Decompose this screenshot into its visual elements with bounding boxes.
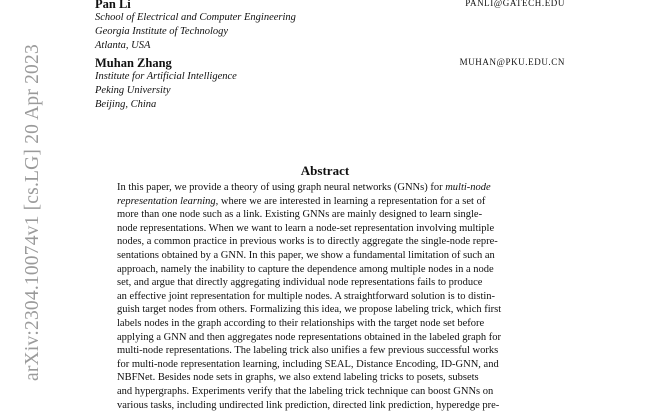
abstract-text-run: sentations obtained by a GNN. In this paper, we show a fundamental limitation of such an (117, 250, 495, 261)
abstract-line (117, 195, 557, 209)
arxiv-identifier-text: arXiv:2304.10074v1 [cs.LG] 20 Apr 2023 (22, 44, 44, 381)
author-name: Pan Li (95, 0, 565, 11)
abstract-line (117, 249, 557, 263)
abstract-line (117, 222, 557, 236)
abstract-text-run: and hypergraphs. Experiments verify that the labeling trick technique can boost GNNs on (117, 386, 493, 397)
author-name: Muhan Zhang (95, 57, 565, 70)
author-block (95, 0, 565, 53)
abstract-line (117, 331, 557, 345)
abstract-text-run: various tasks, including undirected link prediction, directed link prediction, hyperedge pre- (117, 400, 499, 411)
abstract-line (117, 276, 557, 290)
abstract-line (117, 181, 557, 195)
author-email: PANLI@GATECH.EDU (465, 0, 565, 8)
abstract-line (117, 290, 557, 304)
abstract-body (117, 181, 557, 412)
abstract-text-run: node representations. When we want to learn a node-set representation involving multiple (117, 223, 494, 234)
abstract-line (117, 263, 557, 277)
abstract-text-run: an effective joint representation for multiple nodes. A straightforward solution is to distin- (117, 291, 495, 302)
author-location: Beijing, China (95, 98, 565, 112)
abstract-line (117, 371, 557, 385)
abstract-line (117, 358, 557, 372)
author-location: Atlanta, USA (95, 39, 565, 53)
abstract-line (117, 385, 557, 399)
abstract-line (117, 399, 557, 412)
abstract-line (117, 235, 557, 249)
abstract-text-run: approach, namely the inability to capture the dependence among multiple nodes in a node (117, 264, 494, 275)
abstract-text-run: more than one node such as a link. Existing GNNs are mainly designed to learn single- (117, 209, 482, 220)
arxiv-identifier-stamp (22, 0, 44, 400)
abstract-text-run: nodes, a common practice in previous works is to directly aggregate the single-node repre- (117, 236, 498, 247)
author-institution: Georgia Institute of Technology (95, 25, 565, 39)
author-department: Institute for Artificial Intelligence (95, 70, 565, 84)
abstract-text-run: multi-node (445, 182, 491, 193)
abstract-text-run: representation learning, (117, 196, 218, 207)
abstract-line (117, 344, 557, 358)
abstract-text-run: NBFNet. Besides node sets in graphs, we also extend labeling tricks to posets, subsets (117, 372, 479, 383)
abstract-line (117, 303, 557, 317)
abstract-text-run: applying a GNN and then aggregates node representations obtained in the labeled graph for (117, 332, 501, 343)
author-block (95, 57, 565, 112)
abstract-line (117, 317, 557, 331)
author-department: School of Electrical and Computer Engineering (95, 11, 565, 25)
abstract-heading: Abstract (0, 163, 650, 179)
abstract-text-run: set, and argue that directly aggregating individual node representations fails to produce (117, 277, 482, 288)
abstract-text-run: guish target nodes from others. Formalizing this idea, we propose labeling trick, which first (117, 304, 501, 315)
abstract-text-run: where we are interested in learning a representation for a set of (218, 196, 485, 207)
abstract-text-run: In this paper, we provide a theory of using graph neural networks (GNNs) for (117, 182, 445, 193)
abstract-text-run: multi-node representations. The labeling trick also unifies a few previous successful works (117, 345, 498, 356)
author-email: MUHAN@PKU.EDU.CN (460, 57, 565, 67)
abstract-text-run: for multi-node representation learning, including SEAL, Distance Encoding, ID-GNN, and (117, 359, 499, 370)
abstract-text-run: labels nodes in the graph according to their relationships with the target node set before (117, 318, 484, 329)
author-institution: Peking University (95, 84, 565, 98)
abstract-line (117, 208, 557, 222)
